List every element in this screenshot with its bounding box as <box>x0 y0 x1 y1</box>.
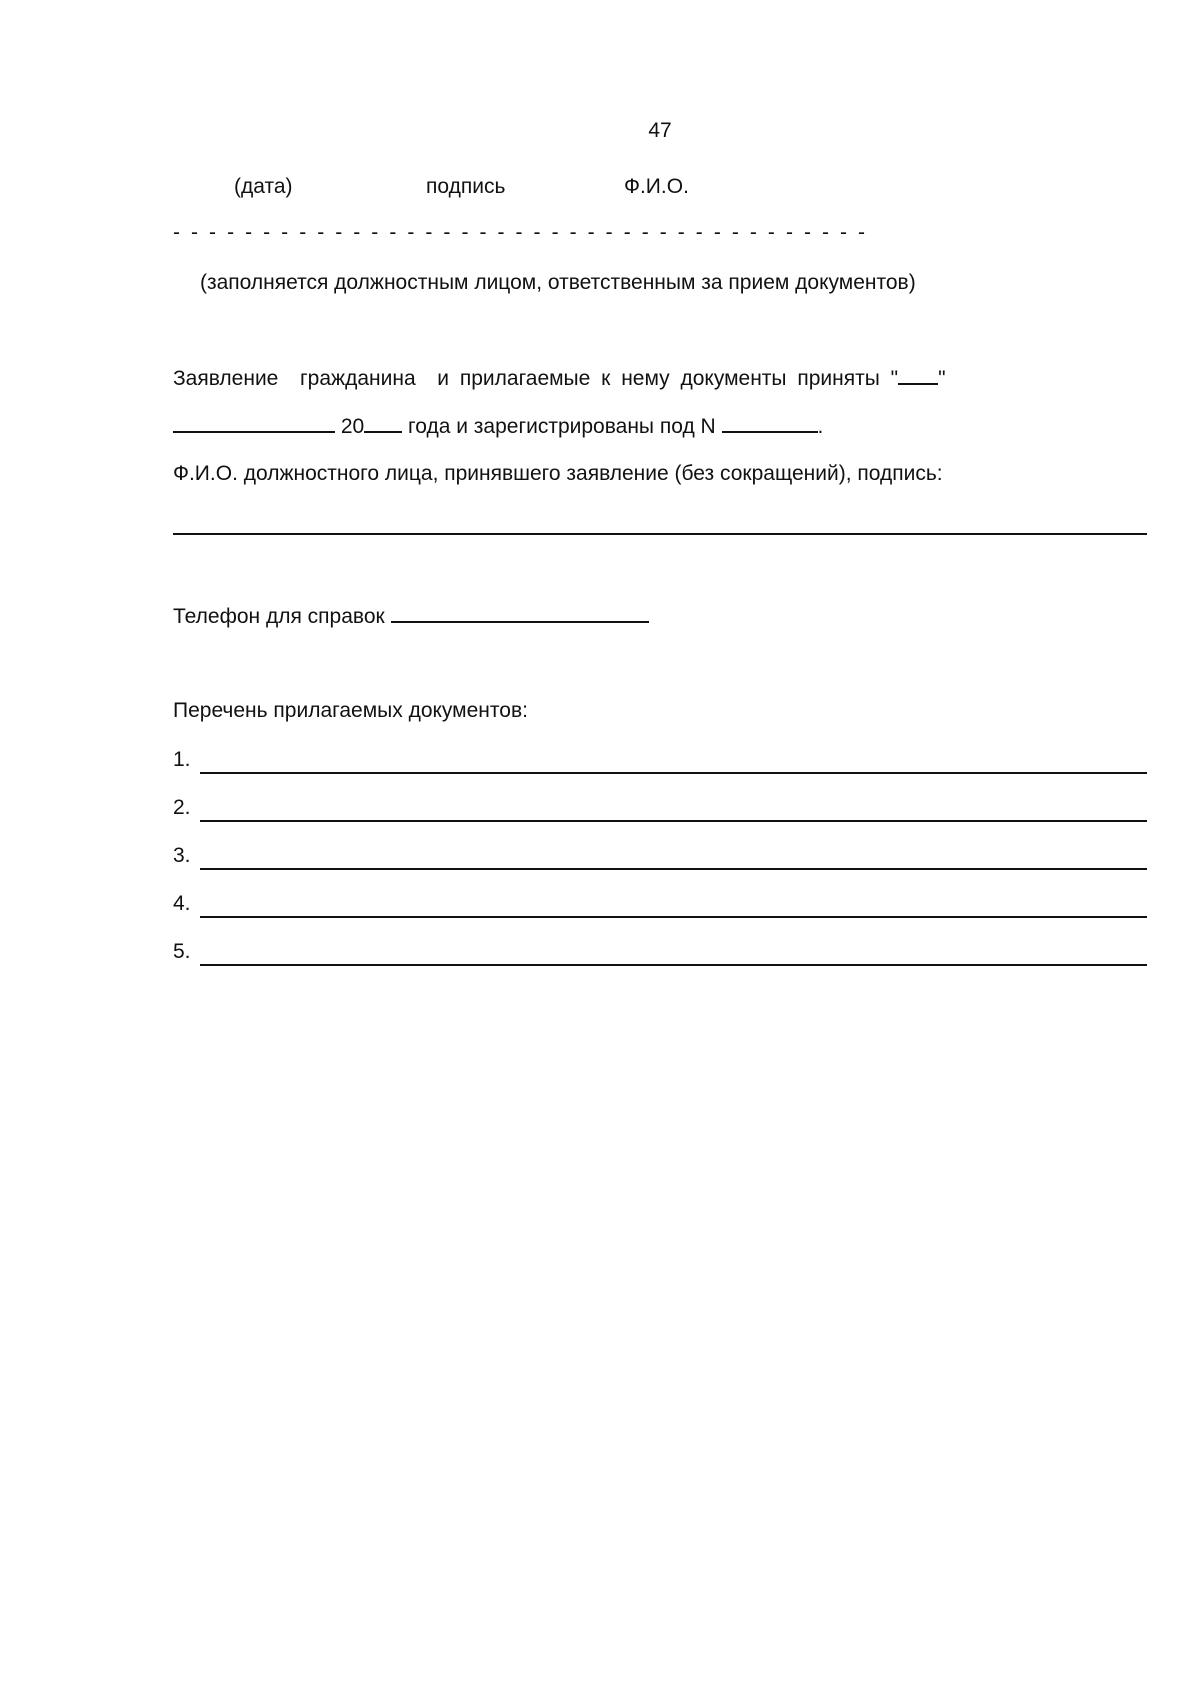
date-label: (дата) <box>234 175 293 198</box>
statement-line-1-end: " <box>938 367 946 390</box>
registration-text: года и зарегистрированы под N <box>402 415 722 438</box>
official-fio-signature-line[interactable] <box>173 533 1147 535</box>
document-item-line[interactable] <box>200 964 1147 966</box>
statement-line-2 <box>173 413 823 440</box>
signature-label: подпись <box>426 175 506 198</box>
statement-line-2-end: . <box>817 415 824 438</box>
document-item-line[interactable] <box>200 820 1147 822</box>
document-item-number: 4. <box>173 892 191 915</box>
document-item-line[interactable] <box>200 772 1147 774</box>
documents-list-title: Перечень прилагаемых документов: <box>173 699 528 722</box>
statement-line-1-text: Заявление гражданина и прилагаемые к нему документы приняты " <box>173 367 899 390</box>
document-item-number: 2. <box>173 796 191 819</box>
fio-label: Ф.И.О. <box>624 175 689 198</box>
document-item-number: 3. <box>173 844 191 867</box>
page-number: 47 <box>648 119 672 142</box>
year-prefix: 20 <box>335 415 365 438</box>
document-item-number: 1. <box>173 748 191 771</box>
document-item-number: 5. <box>173 940 191 963</box>
phone-blank[interactable] <box>391 603 649 623</box>
document-item-line[interactable] <box>200 916 1147 918</box>
official-note: (заполняется должностным лицом, ответственным за прием документов) <box>200 271 916 294</box>
registration-number-blank[interactable] <box>722 413 818 433</box>
separator-dashes: - - - - - - - - - - - - - - - - - - - - - - - - - - - - - - - - - - - - - - - <box>173 221 868 244</box>
document-item-line[interactable] <box>200 868 1147 870</box>
phone-row <box>173 603 649 630</box>
month-blank[interactable] <box>173 413 335 433</box>
official-fio-label: Ф.И.О. должностного лица, принявшего заявление (без сокращений), подпись: <box>173 462 943 485</box>
day-blank[interactable] <box>898 365 938 385</box>
phone-label: Телефон для справок <box>173 605 391 628</box>
year-blank[interactable] <box>364 413 402 433</box>
statement-line-1 <box>173 365 946 392</box>
